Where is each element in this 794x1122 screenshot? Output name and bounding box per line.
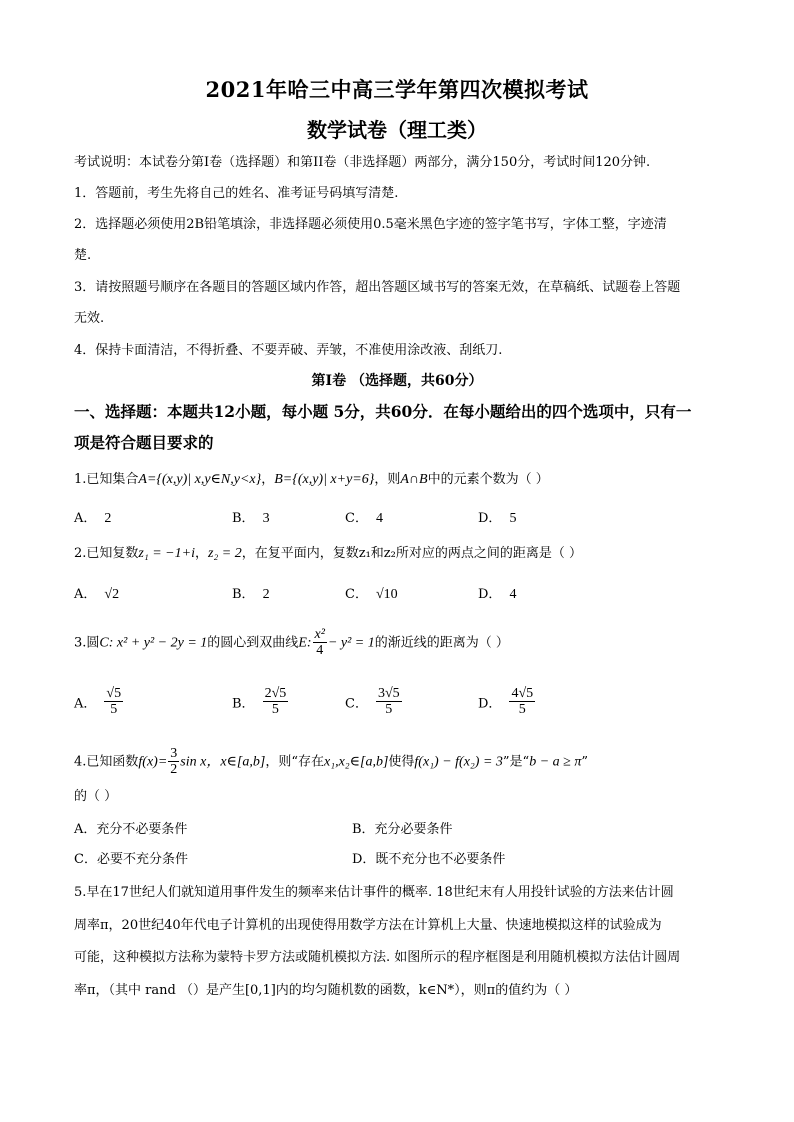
q4-option-c: C．必要不充分条件 — [74, 852, 188, 867]
q4-option-a: A．充分不必要条件 — [74, 822, 188, 837]
instruction-4: 4．保持卡面清洁，不得折叠、不要弄破、弄皱，不准使用涂改液、刮纸刀. — [74, 343, 503, 358]
q2-option-d: D． 4 — [478, 587, 517, 602]
question-5-line2: 周率π，20世纪40年代电子计算机的出现使得用数学方法在计算机上大量、快速地模拟这样的试验成为 — [74, 918, 662, 933]
exam-title: 2021年哈三中高三学年第四次模拟考试 — [205, 77, 589, 102]
instruction-3b: 无效. — [74, 311, 105, 326]
question-1: 1.已知集合A={(x,y)| x,y∈N,y<x}，B={(x,y)| x+y=6}，则A∩B中的元素个数为（ ） — [74, 472, 549, 487]
q4-option-b: B．充分必要条件 — [352, 822, 453, 837]
question-5-line4: 率π，（其中 rand （）是产生[0,1]内的均匀随机数的函数，k∈N*），则π的值约为（ ） — [74, 983, 578, 998]
question-5-line1: 5.早在17世纪人们就知道用事件发生的频率来估计事件的概率. 18世纪末有人用投针试验的方法来估计圆 — [74, 885, 674, 900]
question-4: 4.已知函数f(x)= $\frac{3}{2}$ sin x，x∈[a,b]，则“存在x₁,x₂∈[a,b]使得f(x₁) − f(x₂) = 3”是“b − a ≥ π” — [74, 746, 589, 778]
q3-option-a: A． $\frac{√5}{5}$ — [74, 686, 122, 718]
hyperbola-fraction: $\frac{\text{x²}}{4}$ — [314, 627, 325, 659]
q1-option-a: A． 2 — [74, 511, 112, 526]
q1-option-b: B． 3 — [232, 511, 270, 526]
instruction-1: 1．答题前，考生先将自己的姓名、准考证号码填写清楚. — [74, 186, 399, 201]
section-heading-a: 一、选择题：本题共12小题，每小题 5分，共60分．在每小题给出的四个选项中，只有一 — [74, 402, 692, 421]
q4-option-d: D．既不充分也不必要条件 — [352, 852, 506, 867]
exam-subtitle: 数学试卷（理工类） — [307, 118, 487, 142]
q3-option-c: C． $\frac{3√5}{5}$ — [345, 686, 400, 718]
question-3: 3.圆C: x² + y² − 2y = 1的圆心到双曲线E: $\frac{\text{x²}}{4}$ − y² = 1的渐近线的距离为（ ） — [74, 627, 509, 659]
q1-option-c: C． 4 — [345, 511, 383, 526]
q3-option-d: D． $\frac{4√5}{5}$ — [478, 686, 534, 718]
q1-option-d: D． 5 — [478, 511, 517, 526]
instruction-2a: 2．选择题必须使用2B铅笔填涂，非选择题必须使用0.5毫米黑色字迹的签字笔书写，字体工整，字迹清 — [74, 217, 667, 232]
section-title: 第Ⅰ卷 （选择题，共60分） — [311, 373, 483, 389]
q2-option-a: A． √2 — [74, 587, 120, 602]
question-4-line2: 的（ ） — [74, 789, 118, 804]
question-5-line3: 可能，这种模拟方法称为蒙特卡罗方法或随机模拟方法. 如图所示的程序框图是利用随机模拟方法估计圆周 — [74, 950, 681, 965]
instruction-3a: 3．请按照题号顺序在各题目的答题区域内作答，超出答题区域书写的答案无效，在草稿纸、试题卷上答题 — [74, 280, 681, 295]
q3-option-b: B． $\frac{2√5}{5}$ — [232, 686, 287, 718]
instruction-2b: 楚. — [74, 248, 92, 263]
q2-option-b: B． 2 — [232, 587, 270, 602]
question-2: 2.已知复数z₁ = −1+i，z₂ = 2，在复平面内，复数z₁和z₂所对应的两点之间的距离是（ ） — [74, 546, 582, 561]
section-heading-b: 项是符合题目要求的 — [74, 433, 214, 452]
q2-option-c: C． √10 — [345, 587, 398, 602]
instruction-intro: 考试说明：本试卷分第Ⅰ卷（选择题）和第II卷（非选择题）两部分，满分150分，考试时间120分钟. — [74, 155, 651, 170]
